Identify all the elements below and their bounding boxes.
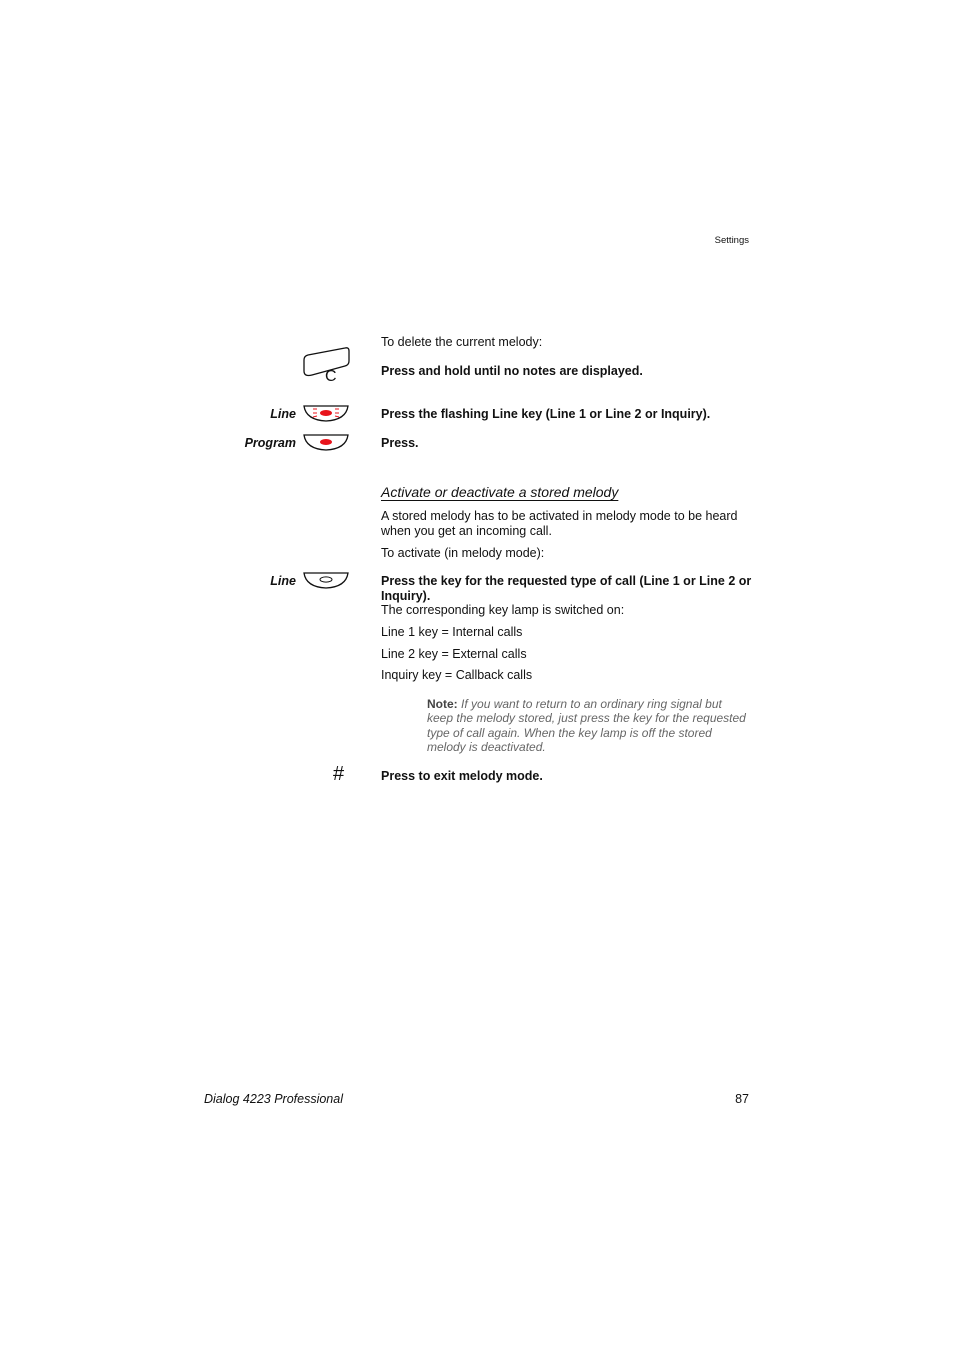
delete-intro-text: To delete the current melody:	[381, 335, 543, 349]
mapping-line-1: Line 1 key = Internal calls	[381, 625, 523, 639]
mapping-line-2: Line 2 key = External calls	[381, 647, 527, 661]
page-number: 87	[735, 1092, 749, 1106]
note-label: Note:	[427, 697, 458, 711]
line-label-1: Line	[270, 407, 296, 421]
flashing-line-key-icon	[302, 404, 350, 424]
footer-title: Dialog 4223 Professional	[204, 1092, 343, 1106]
line-label-2: Line	[270, 574, 296, 588]
activate-paragraph-2: To activate (in melody mode):	[381, 546, 545, 560]
c-key-glyph: C	[325, 368, 337, 385]
step-exit-melody-mode: Press to exit melody mode.	[381, 769, 543, 783]
step-press-hold: Press and hold until no notes are displayed.	[381, 364, 643, 378]
line-key-unlit-icon	[302, 571, 350, 591]
key-lamp-note: The corresponding key lamp is switched on:	[381, 603, 625, 617]
mapping-inquiry: Inquiry key = Callback calls	[381, 668, 533, 682]
page-section-header: Settings	[714, 235, 749, 246]
step-press-program: Press.	[381, 436, 419, 450]
note-text: If you want to return to an ordinary ring signal but keep the melody stored, just press the key for the requested type of call again. When the key lamp is off the stored melody is deactivated.	[427, 697, 746, 755]
step-press-flashing-line: Press the flashing Line key (Line 1 or Line 2 or Inquiry).	[381, 407, 711, 421]
section-heading: Activate or deactivate a stored melody	[381, 484, 619, 500]
program-key-lit-icon	[302, 433, 350, 453]
program-label: Program	[244, 436, 296, 450]
note-box	[427, 697, 751, 755]
activate-paragraph-1: A stored melody has to be activated in melody mode to be heard when you get an incoming call.	[381, 509, 738, 538]
hash-key-icon: #	[333, 763, 345, 785]
step-press-call-type-key: Press the key for the requested type of call (Line 1 or Line 2 or Inquiry).	[381, 574, 752, 603]
